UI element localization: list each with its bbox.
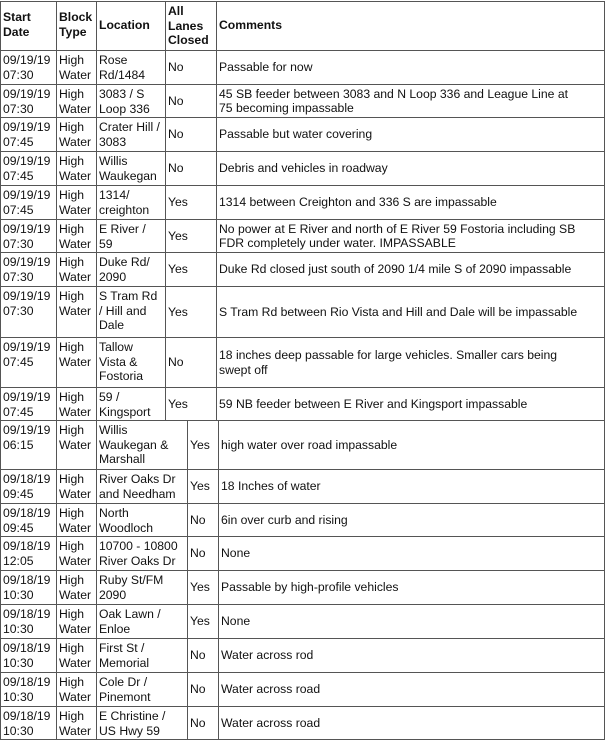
table-row — [0, 570, 605, 604]
cell-block-type: High Water — [56, 286, 96, 337]
cell-start-date: 09/19/19 07:45 — [0, 387, 56, 420]
cell-location: Cole Dr / Pinemont — [96, 672, 187, 706]
cell-location: 1314/ creighton — [96, 185, 165, 219]
cell-start-date: 09/18/19 12:05 — [0, 536, 56, 570]
cell-all-lanes-closed: No — [165, 84, 216, 117]
cell-location: First St / Memorial — [96, 638, 187, 672]
cell-start-date: 09/19/19 07:45 — [0, 185, 56, 219]
table-row — [0, 503, 605, 536]
cell-block-type: High Water — [56, 536, 96, 570]
cell-block-type: High Water — [56, 469, 96, 503]
cell-all-lanes-closed: No — [187, 536, 218, 570]
cell-block-type: High Water — [56, 84, 96, 117]
cell-start-date: 09/19/19 07:30 — [0, 50, 56, 84]
cell-all-lanes-closed: No — [165, 117, 216, 151]
cell-start-date: 09/18/19 10:30 — [0, 672, 56, 706]
cell-start-date: 09/19/19 07:30 — [0, 286, 56, 337]
table-row — [0, 604, 605, 638]
cell-all-lanes-closed: Yes — [187, 604, 218, 638]
cell-start-date: 09/19/19 07:45 — [0, 151, 56, 185]
cell-location: Rose Rd/1484 — [96, 50, 165, 84]
table-row — [0, 151, 605, 185]
cell-location: Willis Waukegan & Marshall — [96, 420, 187, 469]
cell-all-lanes-closed: Yes — [165, 252, 216, 286]
cell-comments: Passable for now — [216, 50, 605, 84]
cell-location: Tallow Vista & Fostoria — [96, 337, 165, 387]
cell-all-lanes-closed: No — [165, 50, 216, 84]
cell-block-type: High Water — [56, 570, 96, 604]
table-row — [0, 672, 605, 706]
cell-all-lanes-closed: Yes — [165, 286, 216, 337]
cell-start-date: 09/18/19 10:30 — [0, 706, 56, 740]
cell-comments: No power at E River and north of E River 59 Fostoria including SB FDR completely under water. IMPASSABLE — [216, 219, 605, 252]
table-row — [0, 219, 605, 252]
cell-all-lanes-closed: No — [165, 151, 216, 185]
cell-all-lanes-closed: Yes — [165, 219, 216, 252]
table-row — [0, 337, 605, 387]
cell-all-lanes-closed: Yes — [187, 469, 218, 503]
header-row — [0, 1, 605, 50]
table-row — [0, 469, 605, 503]
cell-comments: Water across road — [218, 672, 605, 706]
cell-all-lanes-closed: Yes — [165, 185, 216, 219]
cell-comments: None — [218, 604, 605, 638]
cell-block-type: High Water — [56, 151, 96, 185]
table-row — [0, 420, 605, 469]
cell-block-type: High Water — [56, 706, 96, 740]
cell-block-type: High Water — [56, 337, 96, 387]
cell-comments: Water across rod — [218, 638, 605, 672]
cell-comments: Debris and vehicles in roadway — [216, 151, 605, 185]
cell-location: E Christine / US Hwy 59 — [96, 706, 187, 740]
table-row — [0, 84, 605, 117]
cell-block-type: High Water — [56, 219, 96, 252]
cell-comments: Passable by high-profile vehicles — [218, 570, 605, 604]
cell-location: S Tram Rd / Hill and Dale — [96, 286, 165, 337]
cell-block-type: High Water — [56, 604, 96, 638]
table-row — [0, 387, 605, 420]
cell-comments: high water over road impassable — [218, 420, 605, 469]
cell-comments: 59 NB feeder between E River and Kingsport impassable — [216, 387, 605, 420]
header-location: Location — [96, 1, 165, 50]
cell-block-type: High Water — [56, 252, 96, 286]
cell-location: Willis Waukegan — [96, 151, 165, 185]
cell-location: E River / 59 — [96, 219, 165, 252]
cell-location: Oak Lawn / Enloe — [96, 604, 187, 638]
cell-location: Duke Rd/ 2090 — [96, 252, 165, 286]
table-row — [0, 706, 605, 740]
cell-comments: 45 SB feeder between 3083 and N Loop 336 and League Line at 75 becoming impassable — [216, 84, 605, 117]
cell-location: Crater Hill / 3083 — [96, 117, 165, 151]
cell-start-date: 09/19/19 07:30 — [0, 219, 56, 252]
cell-all-lanes-closed: Yes — [187, 420, 218, 469]
cell-comments: 18 Inches of water — [218, 469, 605, 503]
cell-start-date: 09/18/19 10:30 — [0, 638, 56, 672]
table-row — [0, 286, 605, 337]
cell-start-date: 09/18/19 10:30 — [0, 570, 56, 604]
table-row — [0, 185, 605, 219]
table-row — [0, 638, 605, 672]
header-block-type: Block Type — [56, 1, 96, 50]
cell-location: River Oaks Dr and Needham — [96, 469, 187, 503]
cell-start-date: 09/19/19 07:30 — [0, 84, 56, 117]
cell-comments: 6in over curb and rising — [218, 503, 605, 536]
cell-all-lanes-closed: Yes — [165, 387, 216, 420]
cell-comments: Duke Rd closed just south of 2090 1/4 mile S of 2090 impassable — [216, 252, 605, 286]
cell-block-type: High Water — [56, 117, 96, 151]
cell-comments: Water across road — [218, 706, 605, 740]
header-start-date: Start Date — [0, 1, 56, 50]
cell-comments: 1314 between Creighton and 336 S are impassable — [216, 185, 605, 219]
cell-start-date: 09/19/19 07:45 — [0, 117, 56, 151]
cell-all-lanes-closed: Yes — [187, 570, 218, 604]
table-row — [0, 117, 605, 151]
cell-block-type: High Water — [56, 185, 96, 219]
cell-location: Ruby St/FM 2090 — [96, 570, 187, 604]
table-row — [0, 252, 605, 286]
cell-comments: 18 inches deep passable for large vehicles. Smaller cars being swept off — [216, 337, 605, 387]
cell-location: 3083 / S Loop 336 — [96, 84, 165, 117]
cell-block-type: High Water — [56, 503, 96, 536]
cell-location: 59 / Kingsport — [96, 387, 165, 420]
cell-block-type: High Water — [56, 50, 96, 84]
table-row — [0, 50, 605, 84]
cell-start-date: 09/18/19 09:45 — [0, 469, 56, 503]
cell-comments: None — [218, 536, 605, 570]
cell-comments: S Tram Rd between Rio Vista and Hill and Dale will be impassable — [216, 286, 605, 337]
cell-location: North Woodloch — [96, 503, 187, 536]
cell-start-date: 09/18/19 09:45 — [0, 503, 56, 536]
cell-start-date: 09/19/19 07:30 — [0, 252, 56, 286]
cell-all-lanes-closed: No — [187, 638, 218, 672]
cell-block-type: High Water — [56, 638, 96, 672]
cell-all-lanes-closed: No — [187, 503, 218, 536]
cell-location: 10700 - 10800 River Oaks Dr — [96, 536, 187, 570]
cell-block-type: High Water — [56, 420, 96, 469]
cell-start-date: 09/19/19 07:45 — [0, 337, 56, 387]
header-comments: Comments — [216, 1, 605, 50]
cell-comments: Passable but water covering — [216, 117, 605, 151]
cell-all-lanes-closed: No — [187, 672, 218, 706]
cell-start-date: 09/18/19 10:30 — [0, 604, 56, 638]
cell-all-lanes-closed: No — [187, 706, 218, 740]
cell-block-type: High Water — [56, 387, 96, 420]
cell-all-lanes-closed: No — [165, 337, 216, 387]
cell-block-type: High Water — [56, 672, 96, 706]
table-row — [0, 536, 605, 570]
cell-start-date: 09/19/19 06:15 — [0, 420, 56, 469]
header-all-lanes-closed: All Lanes Closed — [165, 1, 216, 50]
